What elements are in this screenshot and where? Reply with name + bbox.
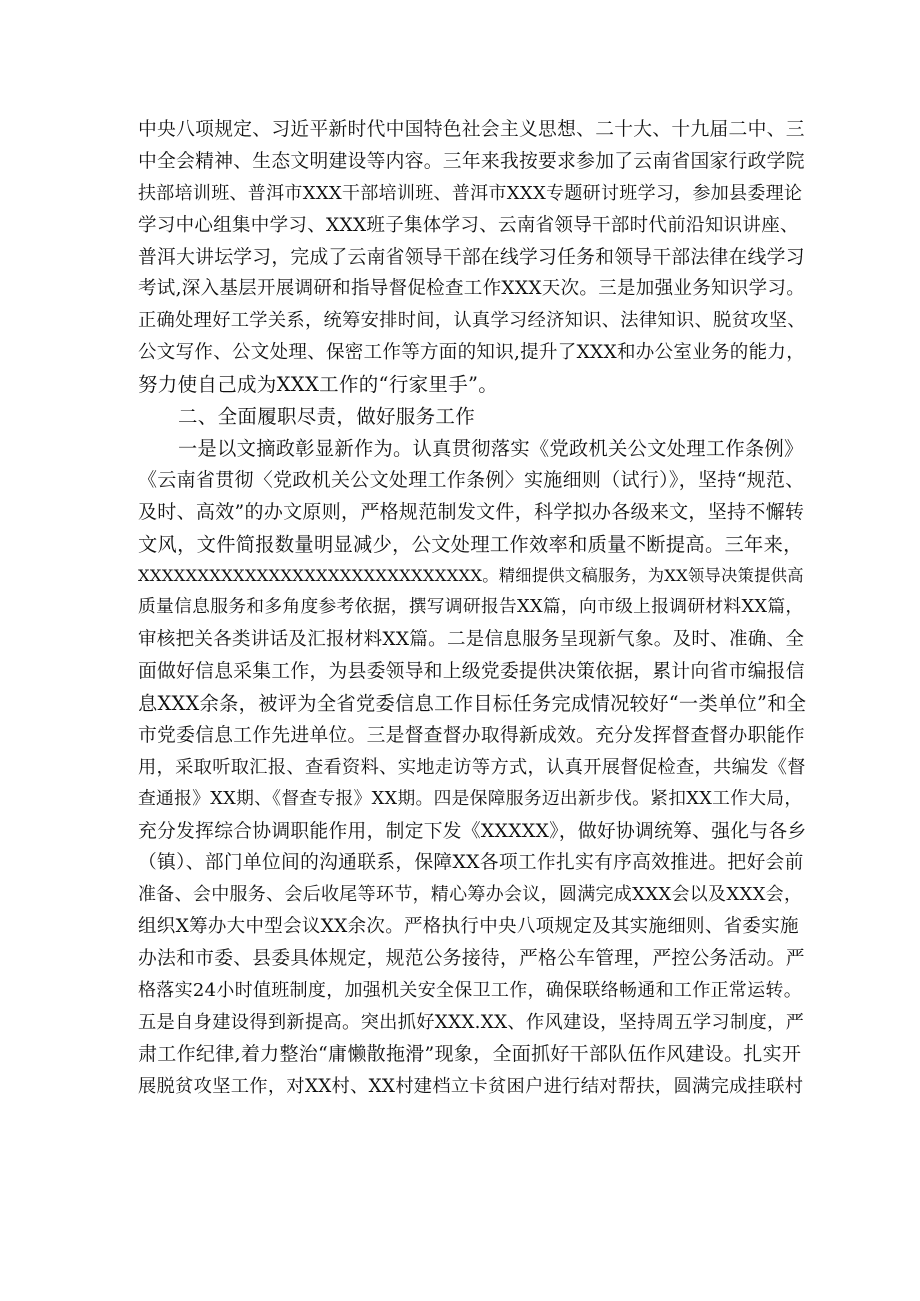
text-line: 文风，文件简报数量明显减少，公文处理工作效率和质量不断提高。三年来， [138,532,803,556]
text-line: 充分发挥综合协调职能作用，制定下发《XXXXX》，做好协调统筹、强化与各乡 [138,820,806,842]
text-line: 质量信息服务和多角度参考依据，撰写调研报告XX篇，向市级上报调研材料XX篇， [138,597,804,618]
text-line: 及时、高效”的办文原则，严格规范制发文件，科学拟办各级来文，坚持不懈转 [138,500,805,523]
text-line: 面做好信息采集工作，为县委领导和上级党委提供决策依据，累计向省市编报信 [138,661,805,683]
text-line: 展脱贫攻坚工作，对XX村、XX村建档立卡贫困户进行结对帮扶，圆满完成挂联村 [138,1075,804,1097]
text-line: 一是以文摘政彰显新作为。认真贯彻落实《党政机关公文处理工作条例》 [178,436,804,460]
text-line: 正确处理好工学关系，统筹安排时间，认真学习经济知识、法律知识、脱贫攻坚、 [138,310,806,332]
text-line: 准备、会中服务、会后收尾等环节，精心筹办会议，圆满完成XXX会以及XXX会， [138,884,803,906]
text-line: 公文写作、公文处理、保密工作等方面的知识,提升了XXX和办公室业务的能力， [138,342,805,364]
text-line: 考试,深入基层开展调研和指导督促检查工作XXX天次。三是加强业务知识学习。 [138,278,805,300]
text-line: 中央八项规定、习近平新时代中国特色社会主义思想、二十大、十九届二中、三 [138,119,805,140]
text-line: 市党委信息工作先进单位。三是督查督办取得新成效。充分发挥督查督办职能作 [138,724,805,746]
document-body [138,114,806,1103]
text-line: 《云南省贯彻〈党政机关公文处理工作条例〉实施细则（试行）》，坚持“规范、 [138,468,805,491]
text-line: 用，采取听取汇报、查看资料、实地走访等方式，认真开展督促检查，共编发《督 [138,756,806,778]
text-line: 五是自身建设得到新提高。突出抓好XXX.XX、作风建设，坚持周五学习制度，严 [138,1011,805,1033]
text-line: 组织X筹办大中型会议XX余次。严格执行中央八项规定及其实施细则、省委实施 [138,916,799,938]
text-line: 息XXX余条，被评为全省党委信息工作目标任务完成情况较好“一类单位”和全 [138,692,806,716]
text-line: 查通报》XX期、《督查专报》XX期。四是保障服务迈出新步伐。紧扣XX工作大局， [138,788,803,809]
text-line: 审核把关各类讲话及汇报材料XX篇。二是信息服务呈现新气象。及时、准确、全 [138,629,805,651]
text-line: 中全会精神、生态文明建设等内容。三年来我按要求参加了云南省国家行政学院 [138,150,805,172]
text-line: 努力使自己成为XXX工作的“行家里手”。 [138,373,499,397]
text-line: 二、全面履职尽责，做好服务工作 [178,405,476,429]
text-line: 学习中心组集中学习、XXX班子集体学习、云南省领导干部时代前沿知识讲座、 [138,214,799,236]
text-line: XXXXXXXXXXXXXXXXXXXXXXXXXXXXX。精细提供文稿服务，为XX领导决策提供高 [138,566,804,586]
text-line: 格落实24小时值班制度，加强机关安全保卫工作，确保联络畅通和工作正常运转。 [138,980,803,1002]
text-line: 普洱大讲坛学习，完成了云南省领导干部在线学习任务和领导干部法律在线学习 [138,246,805,268]
text-line: 肃工作纪律,着力整治“庸懒散拖滑”现象，全面抓好干部队伍作风建设。扎实开 [138,1042,802,1065]
text-line: 办法和市委、县委具体规定，规范公务接待，严格公车管理，严控公务活动。严 [138,948,805,970]
text-line: （镇）、部门单位间的沟通联系，保障XX各项工作扎实有序高效推进。把好会前 [138,852,804,874]
text-line: 扶部培训班、普洱市XXX干部培训班、普洱市XXX专题研讨班学习，参加县委理论 [138,182,803,204]
